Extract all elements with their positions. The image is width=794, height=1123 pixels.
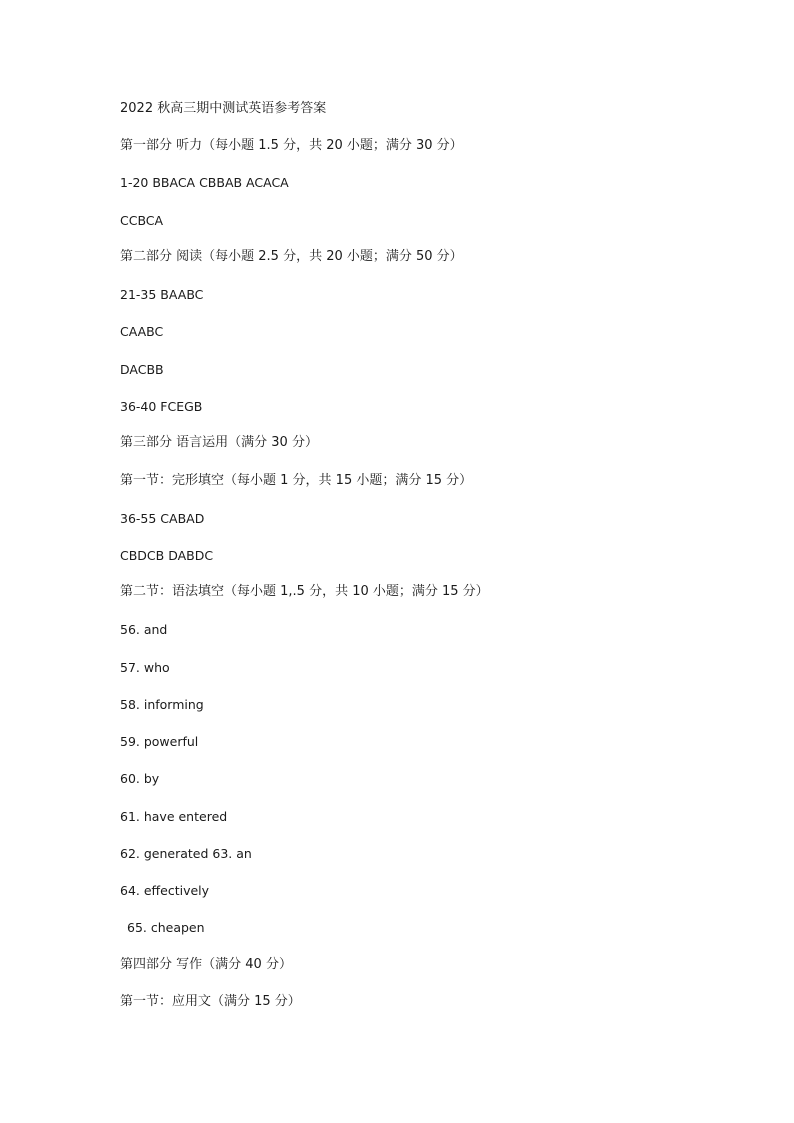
answer-line: CCBCA bbox=[120, 213, 164, 228]
answer-line: 62. generated 63. an bbox=[120, 846, 252, 861]
answer-line: DACBB bbox=[120, 362, 164, 377]
section-heading-listening: 第一部分 听力（每小题 1.5 分，共 20 小题；满分 30 分） bbox=[120, 138, 463, 153]
subsection-heading-cloze: 第一节：完形填空（每小题 1 分，共 15 小题；满分 15 分） bbox=[120, 473, 473, 488]
answer-line: 36-40 FCEGB bbox=[120, 399, 203, 414]
answer-line: 1-20 BBACA CBBAB ACACA bbox=[120, 175, 289, 190]
answer-line: 64. effectively bbox=[120, 883, 210, 898]
answer-line: 21-35 BAABC bbox=[120, 287, 204, 302]
subsection-heading-grammar: 第二节：语法填空（每小题 1,.5 分，共 10 小题；满分 15 分） bbox=[120, 584, 489, 599]
answer-line: 59. powerful bbox=[120, 734, 199, 749]
answer-line: 56. and bbox=[120, 622, 168, 637]
answer-line: CBDCB DABDC bbox=[120, 548, 214, 563]
answer-line: CAABC bbox=[120, 324, 164, 339]
section-heading-writing: 第四部分 写作（满分 40 分） bbox=[120, 957, 292, 972]
answer-line: 57. who bbox=[120, 660, 170, 675]
document-title: 2022 秋高三期中测试英语参考答案 bbox=[120, 101, 327, 116]
answer-line: 61. have entered bbox=[120, 809, 228, 824]
answer-line: 58. informing bbox=[120, 697, 204, 712]
section-heading-reading: 第二部分 阅读（每小题 2.5 分，共 20 小题；满分 50 分） bbox=[120, 249, 463, 264]
section-heading-language-use: 第三部分 语言运用（满分 30 分） bbox=[120, 435, 318, 450]
answer-line: 65. cheapen bbox=[127, 920, 205, 935]
subsection-heading-practical-writing: 第一节：应用文（满分 15 分） bbox=[120, 994, 301, 1009]
answer-line: 36-55 CABAD bbox=[120, 511, 205, 526]
answer-line: 60. by bbox=[120, 771, 160, 786]
